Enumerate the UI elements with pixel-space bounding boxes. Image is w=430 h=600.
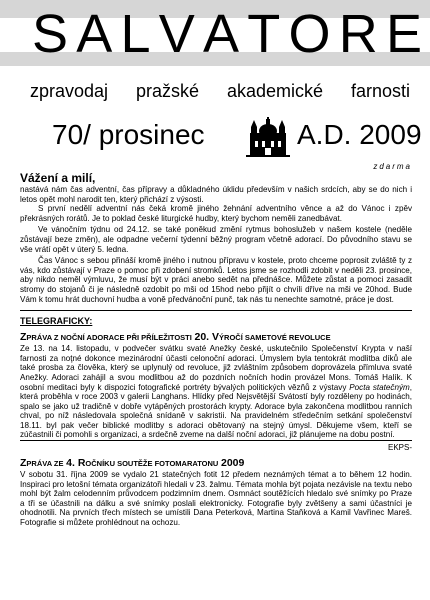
section-label: TELEGRAFICKY:: [20, 316, 93, 327]
section-divider: [20, 310, 412, 311]
issue-row: [0, 111, 430, 161]
subtitle-word: pražské: [135, 81, 200, 101]
price-label: zdarma: [373, 162, 412, 171]
article-title: [20, 457, 412, 470]
title-part: PRÁVA ZE: [26, 459, 64, 469]
subtitle-word: farnosti: [350, 81, 410, 101]
title-part: Z: [20, 457, 27, 470]
issue-year: A.D. 2009: [297, 119, 422, 150]
title-part: ÝROČÍ SAMETOVÉ REVOLUCE: [219, 333, 331, 343]
intro-paragraph: S první nedělí adventní nás čeká kromě jiného žehnání adventního věnce a až do Vánoc i zpěv překrásných rorátů. Je to poklad české liturgické hudby, který bychom neměli zanedbávat.: [20, 204, 412, 223]
main-content: [20, 171, 412, 528]
masthead-letter: E: [385, 4, 422, 64]
title-part: 4. R: [66, 457, 86, 470]
article-paragraph: V sobotu 31. října 2009 se vydalo 21 statečných fotit 12 předem neznámých témat a to během 12 hodin. Inspiraci pro letošní témata organizátoři hledali v 23. žalmu. Témata mohla být pojata nezávisle na textu nebo mohl být žalm celodenním průvodcem podzimním dnem. Osmnáct soutěžících hledalo své snímky po Praze a tři se účastnili na dálku a své snímky poslali elektronicky. Fotografie byly zvětšeny a sami účastníci je ohodnotili. Na prvních třech místech se umístili Dana Peterková, Martina Staňková a Kamil Vavřinec Mareš. Fotografie si můžete prohlédnout na ochozu.: [20, 470, 412, 528]
article-signature: EKPS-: [387, 443, 412, 453]
intro-paragraph: Ve vánočním týdnu od 24.12. se také poněkud změní rytmus bohoslužeb v našem kostele (neděle zůstávají beze změn), ale odpadne večerní týdenní běžný program včetně adorací. Do původního stavu se vše vrátí opět v úterý 5. ledna.: [20, 225, 412, 254]
title-part: PRÁVA Z NOČNÍ ADORACE PŘI PŘÍLEŽITOSTI: [26, 333, 192, 343]
masthead-letter: V: [158, 4, 195, 64]
title-part: Z: [20, 331, 27, 344]
masthead-letter: T: [247, 4, 281, 64]
intro-paragraph: nastává nám čas adventní, čas přípravy a důkladného úklidu především v našich srdcích, aby se do nich i letos opět mohl narodit ten, který přichází z výsosti.: [20, 185, 412, 204]
title-part: 20. V: [194, 331, 220, 344]
masthead-letter: A: [203, 4, 240, 64]
title-part: 2009: [220, 457, 245, 470]
subtitle-word: zpravodaj: [30, 81, 109, 101]
masthead-letter: S: [32, 4, 69, 64]
article-text: , která proběhla v roce 2003 v galerii Langhans. Hlídky před Nejsvětější Svátostí byly rozděleny po hodinách, spalo se jako už tradičně v dobře vytápěných prostorách krypty. Adorace byla zakončena modlitbou ranních chval, po níž následovala společná snídaně v sakristii. Na pravidelném středečním setkání společenství 18.11. byl pak večer biblické modlitby s adoraci obětovaný na stejný úmysl. Děkujeme všem, kteří se zúčastnili či pomohli s organizaci, a srdečně zveme na další noční adoraci, již plánujeme na dobu postní.: [20, 382, 412, 440]
article-text: Ze 13. na 14. listopadu, v podvečer svátku svaté Anežky české, uskutečnilo Společenství Krypta v naší farnosti za noţné dokonce mezinárodní účasti celonoční adoraci. Úmyslem byla tentokrát modlitba díků ale také prosba za člověka, který se uplynulý od revoluce, již zvláštním způsobem doprovázela přímluva svaté Anežky. Adoraci zahájil a svou modlitbou až do pozdních nočních hodin provázel Mons. Tomáš Halík. K osobní meditaci byly k dispozici fotografické portréty bývalých politických vězňů z výstavy: [20, 344, 412, 392]
issue-number: 70/ prosinec: [52, 119, 205, 150]
masthead-letter: R: [338, 4, 378, 64]
article-paragraph: [20, 344, 412, 440]
masthead-letter: L: [120, 4, 151, 64]
article-title: [20, 331, 412, 344]
masthead-title: [0, 6, 430, 62]
masthead-letter: O: [288, 4, 331, 64]
greeting: Vážení a milí,: [20, 171, 96, 185]
masthead: [0, 0, 430, 66]
subtitle-word: akademické: [226, 81, 323, 101]
newsletter-subtitle: [30, 80, 410, 102]
masthead-letter: A: [76, 4, 113, 64]
article-body: [20, 344, 412, 441]
title-part: OČNÍKU SOUTĚŽE FOTOMARATONU: [85, 459, 219, 469]
church-icon: [246, 117, 290, 157]
intro-paragraph: Čas Vánoc s sebou přináší kromě jiného i nutnou přípravu v kostele, proto chceme poprosit zvláště ty z vás, kdo zůstávají v Praze o pomoc při zdobení stromků. Letos jsme se rozhodli zdobit v neděli 23. prosince, aby nikdo neměl výmluvu, že musí být v práci anebo sedět na přednášce. Můžete zůstat a pomoci zasadit stromy do stojanů či je následně ozdobit po mši od 15hod nebo přijít o chvíli dříve na mši ve 20hod. Bude Vám k tomu hrát duchovní hudba a voně předvánoční punč, tak nás tu nenechte samotné, práce je dost.: [20, 256, 412, 304]
exhibition-title: Pocta statečným: [349, 382, 410, 392]
